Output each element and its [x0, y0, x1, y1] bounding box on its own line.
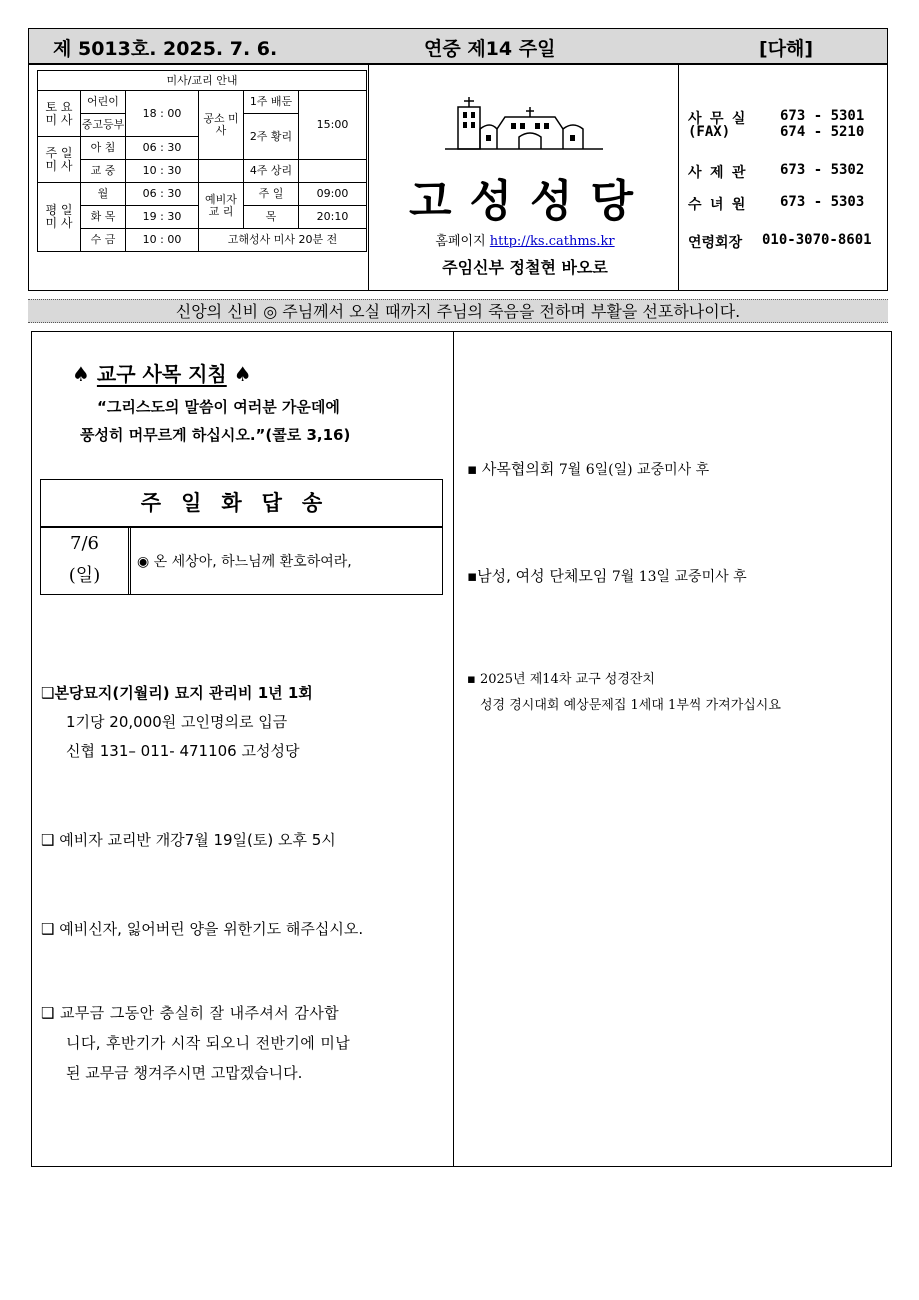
contact-value-rectory: 673 - 5302	[780, 162, 865, 178]
cemetery-notice-line-3: 신협 131– 011- 471106 고성성당	[66, 742, 300, 760]
homepage-line	[375, 230, 675, 249]
homepage-label: 홈페이지	[435, 234, 486, 249]
children-label: 어린이	[81, 91, 126, 114]
guideline-title	[72, 358, 252, 387]
council-notice	[467, 458, 709, 479]
church-name: 고성성당	[408, 176, 651, 227]
homepage-link[interactable]: http://ks.cathms.kr	[489, 234, 615, 249]
mass-schedule-table	[37, 70, 367, 252]
wed-fri-label: 수 금	[81, 229, 126, 252]
column-divider	[453, 331, 454, 1167]
dues-notice-line-2: 니다, 후반기가 시작 되오니 전반기에 미납	[66, 1034, 351, 1052]
church-building-icon	[445, 95, 605, 155]
bible-notice-line-1: ▪ 2025년 제14차 교구 성경잔치	[467, 672, 655, 687]
sat-time: 18 : 00	[126, 91, 199, 137]
morning-label: 아 침	[81, 137, 126, 160]
public-week2: 2주 황리	[244, 114, 299, 160]
middle-high-label: 중고등부	[81, 114, 126, 137]
contact-value-convent: 673 - 5303	[780, 194, 865, 210]
psalm-day: (일)	[68, 565, 101, 586]
sunday-title: 연중 제14 주일	[424, 38, 556, 60]
public-week4-time-spacer	[299, 160, 367, 183]
guideline-verse-2: 풍성히 머무르게 하십시오.”(콜로 3,16)	[80, 426, 351, 444]
mon-time: 06 : 30	[126, 183, 199, 206]
prayer-notice: ❑ 예비신자, 잃어버린 양을 위한기도 해주십시오.	[41, 920, 364, 938]
confession-note: 고해성사 미사 20분 전	[199, 229, 367, 252]
cemetery-notice-line-2: 1기당 20,000원 고인명의로 입금	[66, 713, 288, 731]
sun-mass-label: 주 일 미 사	[38, 137, 81, 183]
guideline-title-text: 교구 사목 지침	[96, 362, 227, 386]
mass-table-title: 미사/교리 안내	[38, 71, 367, 91]
public-mass-label: 공소 미사	[199, 91, 244, 160]
spade-icon: ♠	[72, 362, 90, 386]
groups-notice	[467, 565, 747, 586]
council-notice-title: ▪ 사목협의회	[467, 460, 555, 478]
liturgical-cycle: [다해]	[759, 38, 814, 60]
header-bar	[28, 28, 888, 64]
morning-time: 06 : 30	[126, 137, 199, 160]
weekday-mass-label: 평 일 미 사	[38, 183, 81, 252]
info-divider-right	[678, 64, 679, 291]
psalm-date: 7/6	[70, 533, 99, 554]
contact-label-rectory: 사 제 관	[688, 165, 746, 181]
groups-notice-detail: 7월 13일 교중미사 후	[607, 569, 747, 585]
wed-fri-time: 10 : 00	[126, 229, 199, 252]
tue-thu-time: 19 : 30	[126, 206, 199, 229]
cat-sun-time: 09:00	[299, 183, 367, 206]
catechism-label: 예비자 교 리	[199, 183, 244, 229]
motto-bar: 신앙의 신비 ◎ 주님께서 오실 때까지 주님의 죽음을 전하며 부활을 선포하나이다.	[28, 299, 888, 323]
catechumen-notice: ❑ 예비자 교리반 개강7월 19일(토) 오후 5시	[41, 831, 336, 849]
mon-label: 월	[81, 183, 126, 206]
contact-value-office: 673 - 5301	[780, 108, 865, 124]
parish-time: 10 : 30	[126, 160, 199, 183]
dues-notice-line-1: ❑ 교무금 그동안 충실히 잘 내주셔서 감사합	[41, 1004, 339, 1022]
contact-label-fax: (FAX)	[688, 124, 731, 140]
pastor-name: 주임신부 정철현 바오로	[442, 258, 608, 277]
dues-notice-line-3: 된 교무금 챙겨주시면 고맙겠습니다.	[66, 1064, 303, 1082]
tue-thu-label: 화 목	[81, 206, 126, 229]
psalm-header: 주일화답송	[41, 480, 442, 528]
contact-value-funeral: 010-3070-8601	[762, 232, 872, 248]
public-time: 15:00	[299, 91, 367, 160]
psalm-response: ◉ 온 세상아, 하느님께 환호하여라,	[137, 554, 352, 570]
groups-notice-title: ▪남성, 여성 단체모임	[467, 567, 608, 585]
sat-mass-label: 토 요 미 사	[38, 91, 81, 137]
spade-icon: ♠	[233, 362, 252, 386]
cat-sun-label: 주 일	[244, 183, 299, 206]
cemetery-notice-title: ❑본당묘지(기월리) 묘지 관리비 1년 1회	[41, 684, 313, 702]
guideline-verse-1: “그리스도의 말씀이 여러분 가운데에	[97, 398, 340, 416]
cat-thu-label: 목	[244, 206, 299, 229]
council-notice-detail: 7월 6일(일) 교중미사 후	[554, 462, 710, 478]
public-week4: 4주 상리	[244, 160, 299, 183]
public-week4-spacer	[199, 160, 244, 183]
contact-value-fax: 674 - 5210	[780, 124, 865, 140]
contact-label-convent: 수 녀 원	[688, 197, 746, 213]
info-divider-left	[368, 64, 369, 291]
psalm-box	[40, 479, 443, 595]
bible-notice-line-2: 성경 경시대회 예상문제집 1세대 1부씩 가져가십시요	[480, 698, 781, 713]
psalm-date-cell	[41, 528, 131, 594]
cat-thu-time: 20:10	[299, 206, 367, 229]
public-week1: 1주 배둔	[244, 91, 299, 114]
contact-label-office: 사 무 실	[688, 111, 746, 127]
parish-label: 교 중	[81, 160, 126, 183]
contact-label-funeral: 연령회장	[688, 235, 743, 251]
issue-number: 제 5013호. 2025. 7. 6.	[53, 38, 278, 60]
